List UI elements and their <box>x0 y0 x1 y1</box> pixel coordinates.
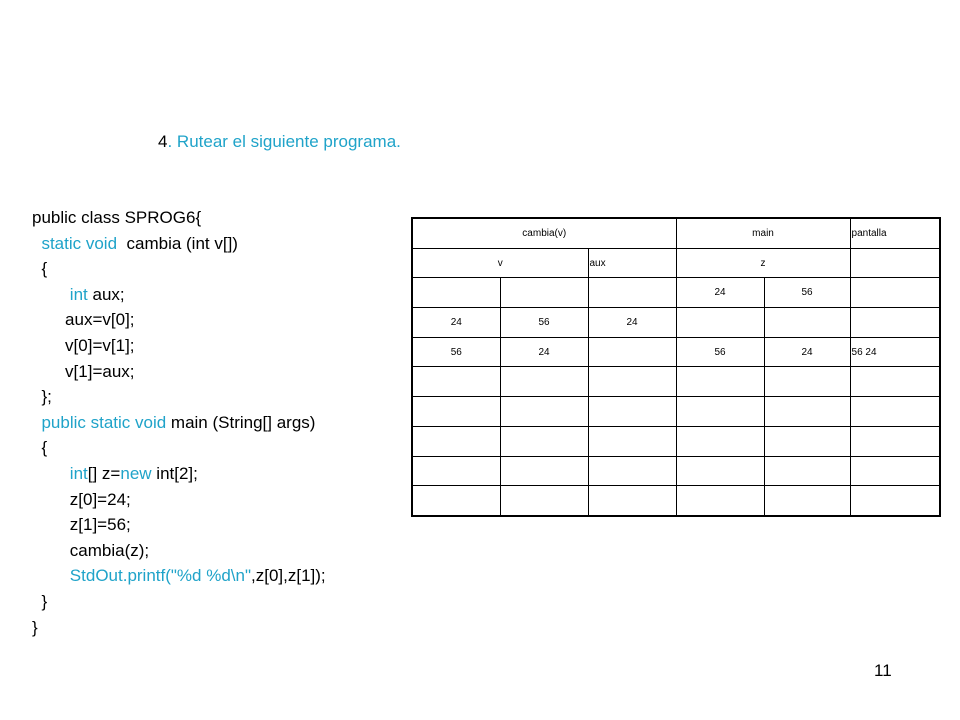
trace-cell-v1: 56 <box>500 308 588 338</box>
trace-cell-z1 <box>764 456 850 486</box>
trace-cell-v1 <box>500 426 588 456</box>
code-text: v[0]=v[1]; <box>32 335 135 355</box>
code-keyword: StdOut.printf("%d %d\n" <box>69 566 252 586</box>
trace-row <box>412 367 940 397</box>
code-line <box>32 256 326 282</box>
code-text: }; <box>32 387 52 407</box>
code-text: { <box>32 259 48 279</box>
code-line <box>32 538 326 564</box>
trace-cell-pantalla <box>850 308 940 338</box>
trace-cell-v0: 24 <box>412 308 500 338</box>
code-text: { <box>32 438 48 458</box>
trace-cell-v0 <box>412 426 500 456</box>
code-line <box>32 512 326 538</box>
trace-cell-z0 <box>676 456 764 486</box>
code-text <box>32 285 70 304</box>
trace-cell-z0 <box>676 367 764 397</box>
trace-cell-aux <box>588 367 676 397</box>
code-text: cambia (int v[]) <box>117 233 238 253</box>
code-text: public class SPROG6{ <box>32 208 202 227</box>
code-line <box>32 410 326 436</box>
trace-cell-pantalla <box>850 486 940 516</box>
code-text: } <box>32 617 38 637</box>
code-text: [] z= <box>87 463 121 483</box>
code-line <box>32 205 326 231</box>
code-text <box>32 566 70 585</box>
code-text: main (String[] args) <box>166 412 316 432</box>
trace-cell-z0: 56 <box>676 337 764 367</box>
code-line <box>32 384 326 410</box>
header-main: main <box>676 218 850 248</box>
header-v: v <box>412 248 588 278</box>
code-text: } <box>32 591 48 611</box>
code-text: z[1]=56; <box>32 515 131 535</box>
trace-cell-aux <box>588 486 676 516</box>
trace-cell-v0 <box>412 367 500 397</box>
code-keyword: new <box>120 463 152 483</box>
code-keyword: int <box>69 284 88 304</box>
trace-cell-z1: 56 <box>764 278 850 308</box>
trace-row <box>412 278 940 308</box>
header-z: z <box>676 248 850 278</box>
trace-cell-z1 <box>764 308 850 338</box>
header-aux: aux <box>588 248 676 278</box>
code-keyword: public static void <box>41 412 167 432</box>
trace-cell-z1 <box>764 367 850 397</box>
trace-cell-v0 <box>412 456 500 486</box>
trace-cell-aux <box>588 337 676 367</box>
trace-cell-v0: 56 <box>412 337 500 367</box>
code-text: v[1]=aux; <box>32 361 135 381</box>
trace-cell-aux <box>588 456 676 486</box>
trace-cell-v1: 24 <box>500 337 588 367</box>
trace-cell-aux <box>588 278 676 308</box>
header-pantalla-sub <box>850 248 940 278</box>
trace-cell-v1 <box>500 486 588 516</box>
trace-cell-v0 <box>412 486 500 516</box>
trace-row <box>412 456 940 486</box>
trace-cell-pantalla <box>850 278 940 308</box>
code-text: cambia(z); <box>32 540 150 560</box>
trace-cell-z0 <box>676 486 764 516</box>
trace-cell-z0 <box>676 426 764 456</box>
trace-cell-z0 <box>676 308 764 338</box>
trace-cell-pantalla: 56 24 <box>850 337 940 367</box>
trace-cell-v1 <box>500 397 588 427</box>
trace-cell-z0 <box>676 397 764 427</box>
trace-header-row-2 <box>412 248 940 278</box>
code-line <box>32 563 326 589</box>
trace-cell-pantalla <box>850 367 940 397</box>
trace-cell-z1 <box>764 486 850 516</box>
code-keyword: static void <box>41 233 118 253</box>
trace-table <box>411 217 941 517</box>
trace-row <box>412 486 940 516</box>
trace-cell-aux <box>588 397 676 427</box>
trace-row <box>412 337 940 367</box>
trace-cell-v1 <box>500 278 588 308</box>
trace-cell-z1 <box>764 397 850 427</box>
code-line <box>32 333 326 359</box>
trace-cell-v1 <box>500 367 588 397</box>
trace-cell-aux <box>588 426 676 456</box>
trace-cell-aux: 24 <box>588 308 676 338</box>
code-line <box>32 359 326 385</box>
header-pantalla: pantalla <box>850 218 940 248</box>
code-text: aux; <box>87 284 125 304</box>
trace-cell-v1 <box>500 456 588 486</box>
code-line <box>32 231 326 257</box>
code-text: ,z[0],z[1]); <box>251 566 326 586</box>
trace-cell-v0 <box>412 278 500 308</box>
code-line <box>32 307 326 333</box>
trace-row <box>412 308 940 338</box>
code-listing <box>32 205 326 640</box>
code-line <box>32 589 326 615</box>
trace-cell-pantalla <box>850 426 940 456</box>
code-text: int[2]; <box>151 463 198 483</box>
trace-cell-z1: 24 <box>764 337 850 367</box>
trace-cell-z0: 24 <box>676 278 764 308</box>
header-cambia: cambia(v) <box>412 218 676 248</box>
exercise-number: 4 <box>158 132 168 151</box>
code-line <box>32 282 326 308</box>
code-line <box>32 615 326 641</box>
code-line <box>32 435 326 461</box>
code-keyword: int <box>69 463 88 483</box>
trace-row <box>412 426 940 456</box>
code-text <box>32 464 70 483</box>
code-line <box>32 461 326 487</box>
code-text: aux=v[0]; <box>32 310 135 330</box>
code-line <box>32 487 326 513</box>
trace-cell-pantalla <box>850 456 940 486</box>
trace-cell-v0 <box>412 397 500 427</box>
exercise-title <box>158 132 401 152</box>
trace-cell-z1 <box>764 426 850 456</box>
page-number: 11 <box>874 661 892 680</box>
exercise-instruction: . Rutear el siguiente programa. <box>167 132 401 151</box>
trace-row <box>412 397 940 427</box>
trace-cell-pantalla <box>850 397 940 427</box>
code-text: z[0]=24; <box>32 489 131 509</box>
trace-header-row-1 <box>412 218 940 248</box>
